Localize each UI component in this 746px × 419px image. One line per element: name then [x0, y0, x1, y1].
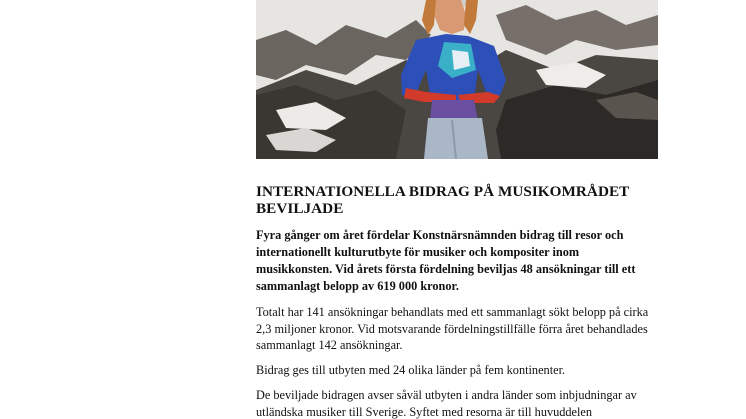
article-paragraph: Totalt har 141 ansökningar behandlats med ett sammanlagt sökt belopp på cirka 2,3 miljoner kronor. Vid motsvarande fördelningstillfälle förra året behandlades sammanlagt 142 ansökningar. [256, 304, 649, 353]
article-photo [256, 0, 658, 159]
article-paragraph: Bidrag ges till utbyten med 24 olika länder på fem kontinenter. [256, 363, 566, 378]
article-paragraph: De beviljade bidragen avser såväl utbyten i andra länder som inbjudningar av utländska musiker till Sverige. Syftet med resorna är till huvuddelen [256, 388, 637, 419]
article [256, 183, 658, 419]
article-lead: Fyra gånger om året fördelar Konstnärsnämnden bidrag till resor och internationellt kulturutbyte för musiker och kompositer inom musikkonsten. Vid årets första fördelning beviljas 48 ansökningar till ett sammanlagt belopp av 619 000 kronor. [256, 228, 636, 293]
article-headline: INTERNATIONELLA BIDRAG PÅ MUSIKOMRÅDET BEVILJADE [256, 183, 630, 217]
